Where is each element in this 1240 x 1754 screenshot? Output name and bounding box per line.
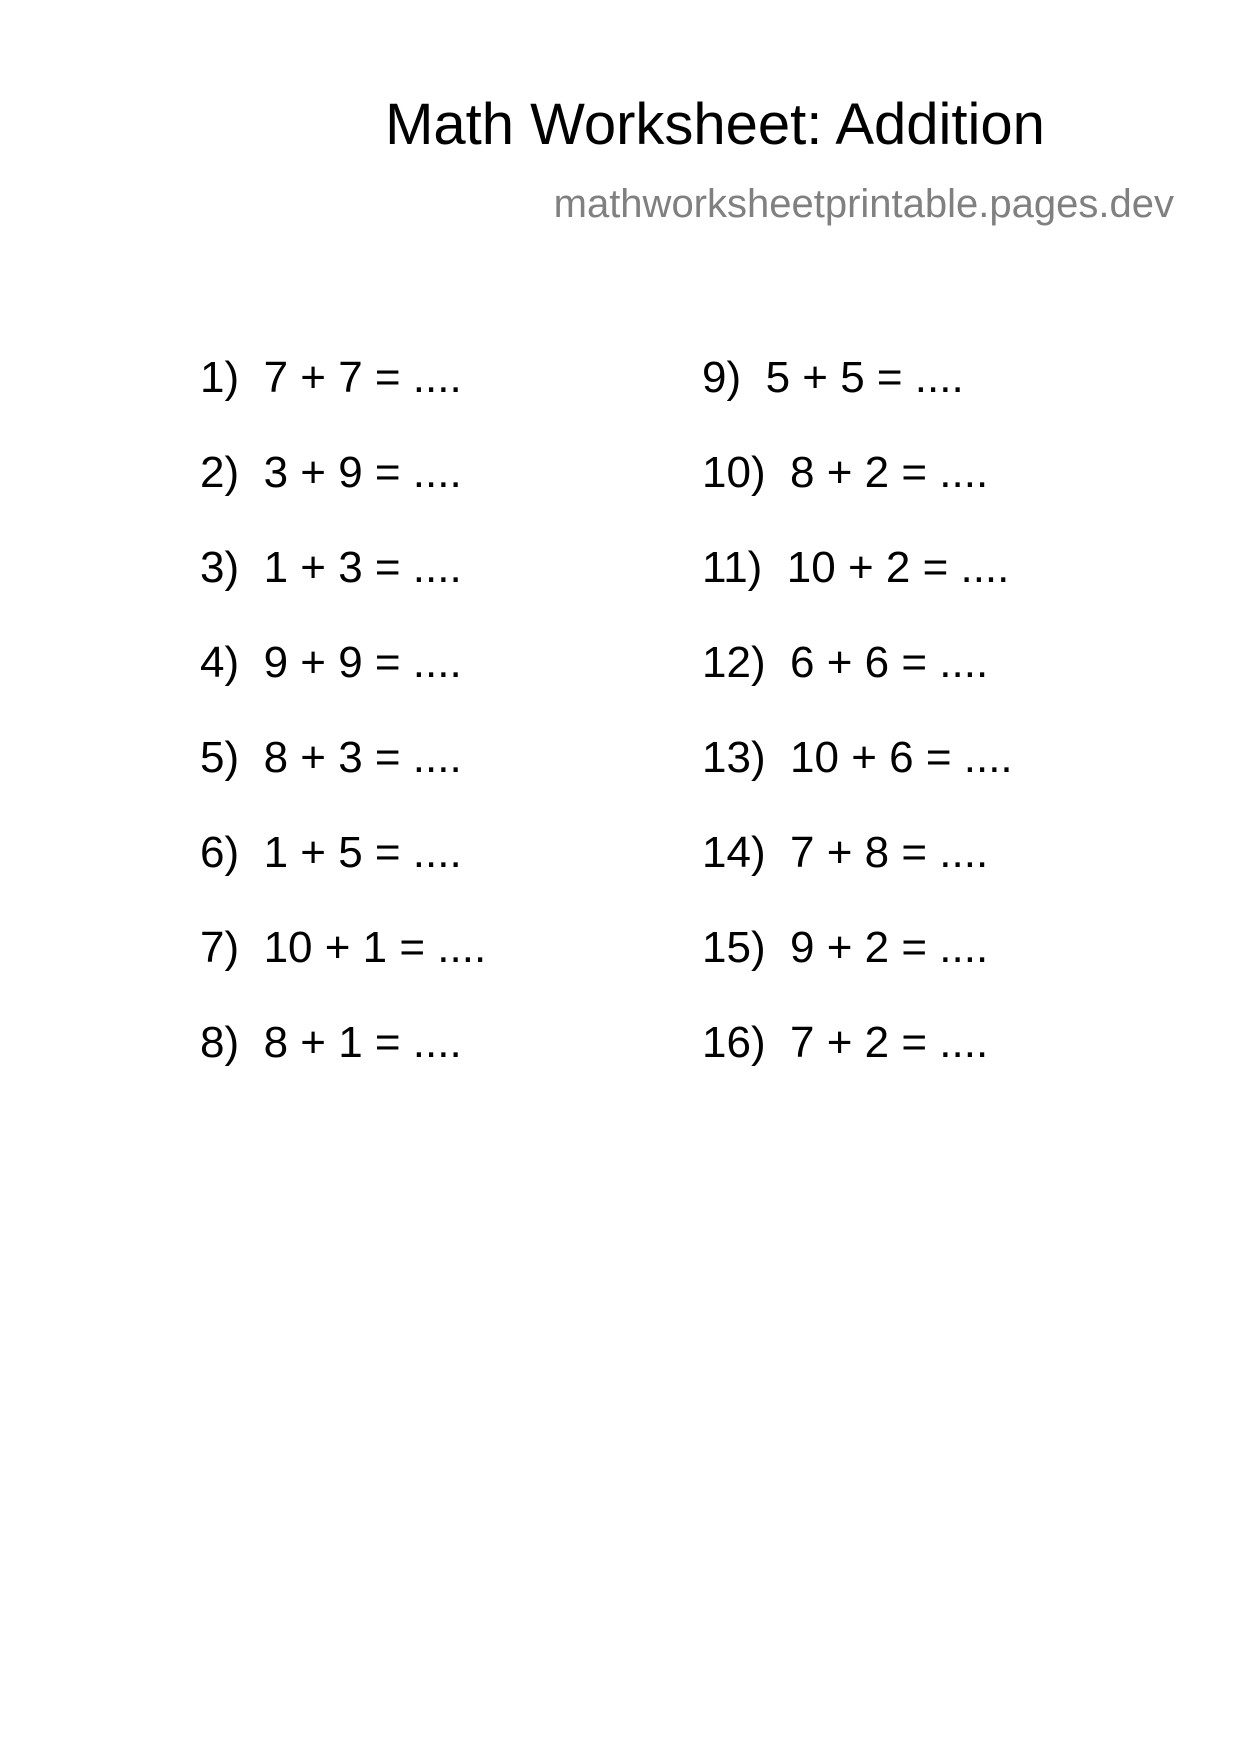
problem-item <box>702 638 1013 736</box>
problem-item <box>702 1018 1013 1116</box>
problem-number: 12) <box>702 638 766 687</box>
problem-item <box>702 733 1013 831</box>
problem-expression: 6 + 6 = .... <box>790 638 989 687</box>
problem-number: 2) <box>200 448 240 497</box>
problem-expression: 5 + 5 = .... <box>765 353 964 402</box>
problem-number: 6) <box>200 828 240 877</box>
problem-item <box>702 448 1013 546</box>
problem-item <box>200 828 486 926</box>
worksheet-title: Math Worksheet: Addition <box>385 92 1045 157</box>
problem-expression: 8 + 3 = .... <box>263 733 462 782</box>
problem-number: 10) <box>702 448 766 497</box>
problem-number: 13) <box>702 733 766 782</box>
problem-item <box>702 543 1013 641</box>
problem-item <box>702 828 1013 926</box>
problem-number: 5) <box>200 733 240 782</box>
problem-expression: 7 + 7 = .... <box>263 353 462 402</box>
problem-item <box>200 448 486 546</box>
problem-expression: 10 + 1 = .... <box>263 923 487 972</box>
problem-item <box>200 733 486 831</box>
problem-expression: 3 + 9 = .... <box>263 448 462 497</box>
problem-number: 8) <box>200 1018 240 1067</box>
problem-item <box>200 638 486 736</box>
problem-expression: 8 + 2 = .... <box>790 448 989 497</box>
problem-expression: 1 + 5 = .... <box>263 828 462 877</box>
problem-number: 16) <box>702 1018 766 1067</box>
problem-expression: 1 + 3 = .... <box>263 543 462 592</box>
problem-expression: 9 + 9 = .... <box>263 638 462 687</box>
problem-number: 1) <box>200 353 240 402</box>
problem-expression: 7 + 8 = .... <box>790 828 989 877</box>
problem-item <box>702 353 1013 451</box>
problem-item <box>200 923 487 1021</box>
problem-expression: 8 + 1 = .... <box>263 1018 462 1067</box>
problem-number: 11) <box>702 543 763 592</box>
problem-number: 15) <box>702 923 766 972</box>
problem-expression: 10 + 2 = .... <box>786 543 1010 592</box>
problem-item <box>200 353 486 451</box>
problem-number: 3) <box>200 543 240 592</box>
problem-expression: 10 + 6 = .... <box>790 733 1013 782</box>
problem-number: 4) <box>200 638 240 687</box>
worksheet-source-url: mathworksheetprintable.pages.dev <box>553 182 1174 226</box>
problem-item <box>200 543 486 641</box>
problem-column-left <box>200 353 487 1116</box>
problem-number: 9) <box>702 353 742 402</box>
problem-number: 14) <box>702 828 766 877</box>
problem-expression: 7 + 2 = .... <box>790 1018 989 1067</box>
problem-expression: 9 + 2 = .... <box>790 923 989 972</box>
problem-column-right <box>702 353 1013 1116</box>
problem-item <box>200 1018 486 1116</box>
problem-item <box>702 923 1013 1021</box>
problem-number: 7) <box>200 923 240 972</box>
